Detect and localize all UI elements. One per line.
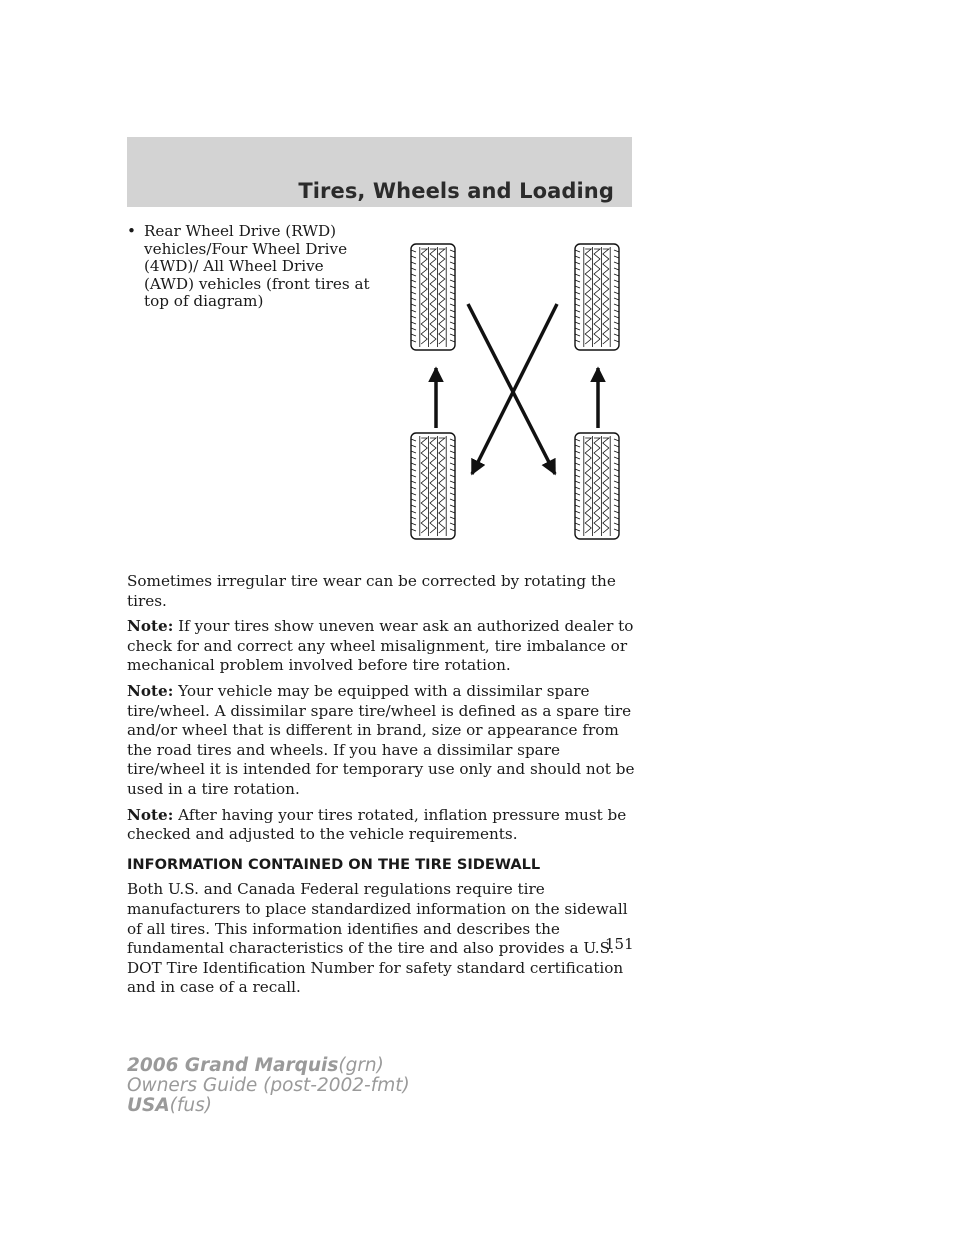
arrow-front-left-to-rear-right	[468, 304, 555, 474]
footer-market: USA	[127, 1095, 170, 1116]
section-heading: INFORMATION CONTAINED ON THE TIRE SIDEWALL	[127, 855, 541, 873]
note-paragraph-2	[127, 682, 637, 800]
tire-rotation-diagram	[395, 228, 635, 548]
note-paragraph-1	[127, 617, 637, 676]
tire-rear-left-icon	[411, 433, 455, 539]
arrow-front-right-to-rear-left	[472, 304, 557, 474]
note-text-2: Your vehicle may be equipped with a dissimilar spare tire/wheel. A dissimilar spare tire/wheel is defined as a spare tire and/or wheel that is different in brand, size or appearance from the road tires and wheels. If you have a dissimilar spare tire/wheel it is intended for temporary use only and should not be used in a tire rotation.	[127, 681, 635, 798]
footer-line-2: Owners Guide (post-2002-fmt)	[127, 1075, 410, 1096]
note-label: Note:	[127, 617, 174, 636]
tire-front-right-icon	[575, 244, 619, 350]
footer-model: 2006 Grand Marquis	[127, 1055, 339, 1076]
footer-model-code: (grn)	[338, 1055, 384, 1076]
note-text-3: After having your tires rotated, inflation pressure must be checked and adjusted to the vehicle requirements.	[127, 805, 627, 844]
footer-market-code: (fus)	[169, 1095, 212, 1116]
page-number: 151	[605, 935, 634, 953]
page-title: Tires, Wheels and Loading	[298, 179, 614, 203]
bullet-dot: •	[127, 222, 136, 240]
body-text	[127, 572, 637, 1004]
footer-line-3	[127, 1096, 410, 1116]
footer	[127, 1056, 410, 1116]
bullet-item	[127, 223, 377, 311]
tire-front-left-icon	[411, 244, 455, 350]
note-label: Note:	[127, 805, 174, 824]
footer-line-1	[127, 1056, 410, 1076]
note-paragraph-3	[127, 806, 637, 845]
note-text-1: If your tires show uneven wear ask an authorized dealer to check for and correct any wheel misalignment, tire imbalance or mechanical problem involved before tire rotation.	[127, 617, 634, 675]
bullet-text: Rear Wheel Drive (RWD) vehicles/Four Wheel Drive (4WD)/ All Wheel Drive (AWD) vehicles (front tires at top of diagram)	[144, 222, 370, 311]
tire-rear-right-icon	[575, 433, 619, 539]
intro-paragraph: Sometimes irregular tire wear can be corrected by rotating the tires.	[127, 572, 616, 610]
note-label: Note:	[127, 681, 174, 700]
header-band	[127, 137, 632, 207]
section-paragraph: Both U.S. and Canada Federal regulations require tire manufacturers to place standardized information on the sidewall of all tires. This information identifies and describes the fundamental characteristics of the tire and also provides a U.S. DOT Tire Identification Number for safety standard certification and in case of a recall.	[127, 880, 628, 997]
